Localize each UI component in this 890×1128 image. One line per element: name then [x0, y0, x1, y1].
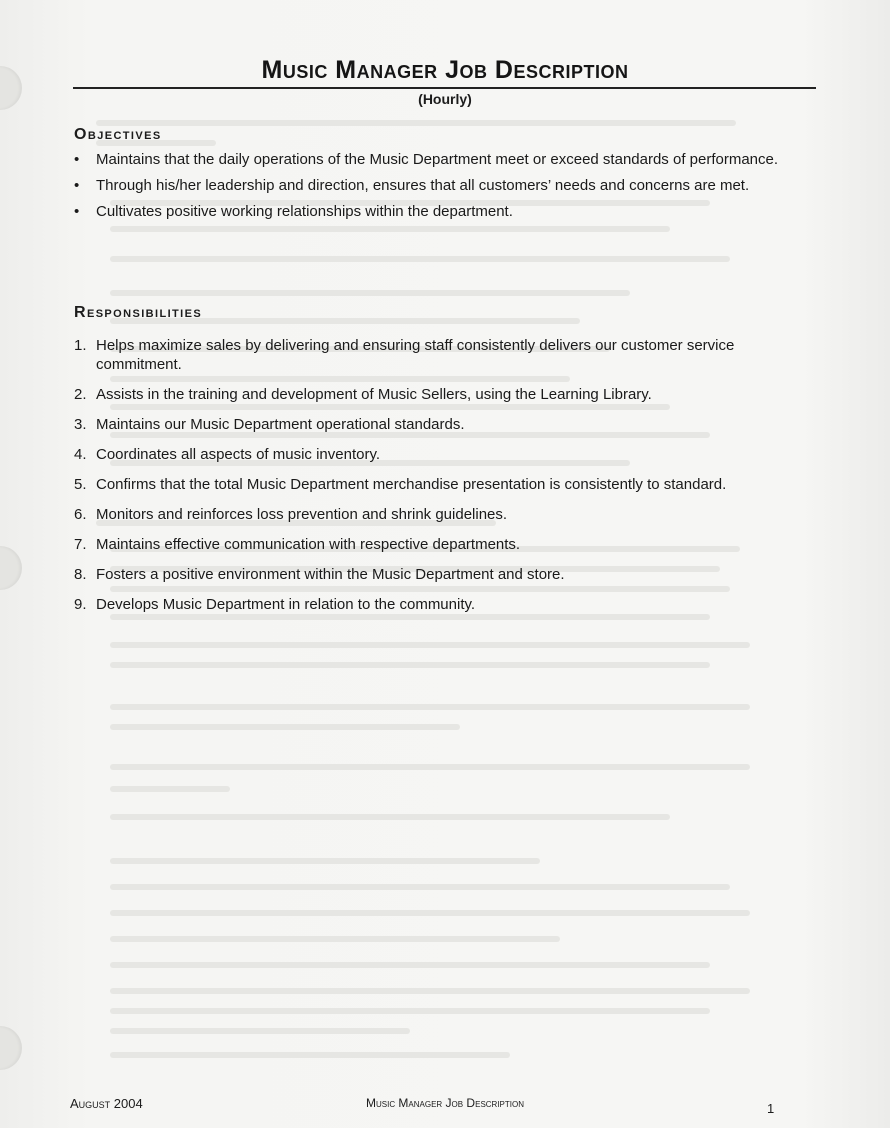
title-rule — [73, 87, 816, 89]
responsibilities-list — [74, 336, 794, 625]
objectives-heading: Objectives — [74, 126, 162, 143]
responsibility-text: Confirms that the total Music Department merchandise presentation is consistently to standard. — [96, 476, 727, 493]
item-number: 2. — [74, 386, 87, 403]
responsibility-text: Assists in the training and development of Music Sellers, using the Learning Library. — [96, 386, 652, 403]
item-number: 1. — [74, 337, 87, 354]
objectives-list — [74, 150, 794, 228]
objective-text: Maintains that the daily operations of the Music Department meet or exceed standards of performance. — [96, 151, 779, 168]
footer-date: August 2004 — [70, 1096, 143, 1111]
objective-text: Through his/her leadership and direction, ensures that all customers’ needs and concerns are met. — [96, 177, 750, 194]
responsibility-item — [74, 505, 794, 524]
binder-hole — [0, 546, 22, 590]
objective-item — [74, 150, 794, 170]
objective-text: Cultivates positive working relationships within the department. — [96, 203, 513, 220]
responsibility-item — [74, 475, 794, 494]
responsibility-item — [74, 595, 794, 614]
objective-item — [74, 176, 794, 196]
responsibility-item — [74, 336, 794, 374]
responsibility-text: Helps maximize sales by delivering and ensuring staff consistently delivers our customer service commitment. — [96, 337, 735, 373]
responsibility-item — [74, 415, 794, 434]
bullet-glyph: • — [74, 203, 80, 220]
footer-document-name: Music Manager Job Description — [365, 1096, 524, 1110]
document-title: Music Manager Job Description — [261, 56, 629, 84]
responsibility-item — [74, 565, 794, 584]
document-subtitle: (Hourly) — [418, 91, 472, 107]
item-number: 3. — [74, 416, 87, 433]
responsibility-text: Maintains effective communication with respective departments. — [96, 536, 521, 553]
bullet-glyph: • — [74, 151, 80, 168]
responsibility-text: Monitors and reinforces loss prevention and shrink guidelines. — [96, 506, 508, 523]
responsibility-item — [74, 535, 794, 554]
item-number: 6. — [74, 506, 87, 523]
item-number: 9. — [74, 596, 87, 613]
responsibility-item — [74, 385, 794, 404]
item-number: 5. — [74, 476, 87, 493]
item-number: 7. — [74, 536, 87, 553]
item-number: 8. — [74, 566, 87, 583]
responsibility-item — [74, 445, 794, 464]
objective-item — [74, 202, 794, 222]
responsibility-text: Maintains our Music Department operational standards. — [96, 416, 465, 433]
responsibilities-heading: Responsibilities — [74, 304, 203, 321]
page-number: 1 — [767, 1101, 775, 1116]
bullet-glyph: • — [74, 177, 80, 194]
responsibility-text: Fosters a positive environment within the Music Department and store. — [96, 566, 565, 583]
responsibility-text: Coordinates all aspects of music inventory. — [96, 446, 381, 463]
binder-hole — [0, 1026, 22, 1070]
responsibility-text: Develops Music Department in relation to the community. — [96, 596, 476, 613]
item-number: 4. — [74, 446, 87, 463]
